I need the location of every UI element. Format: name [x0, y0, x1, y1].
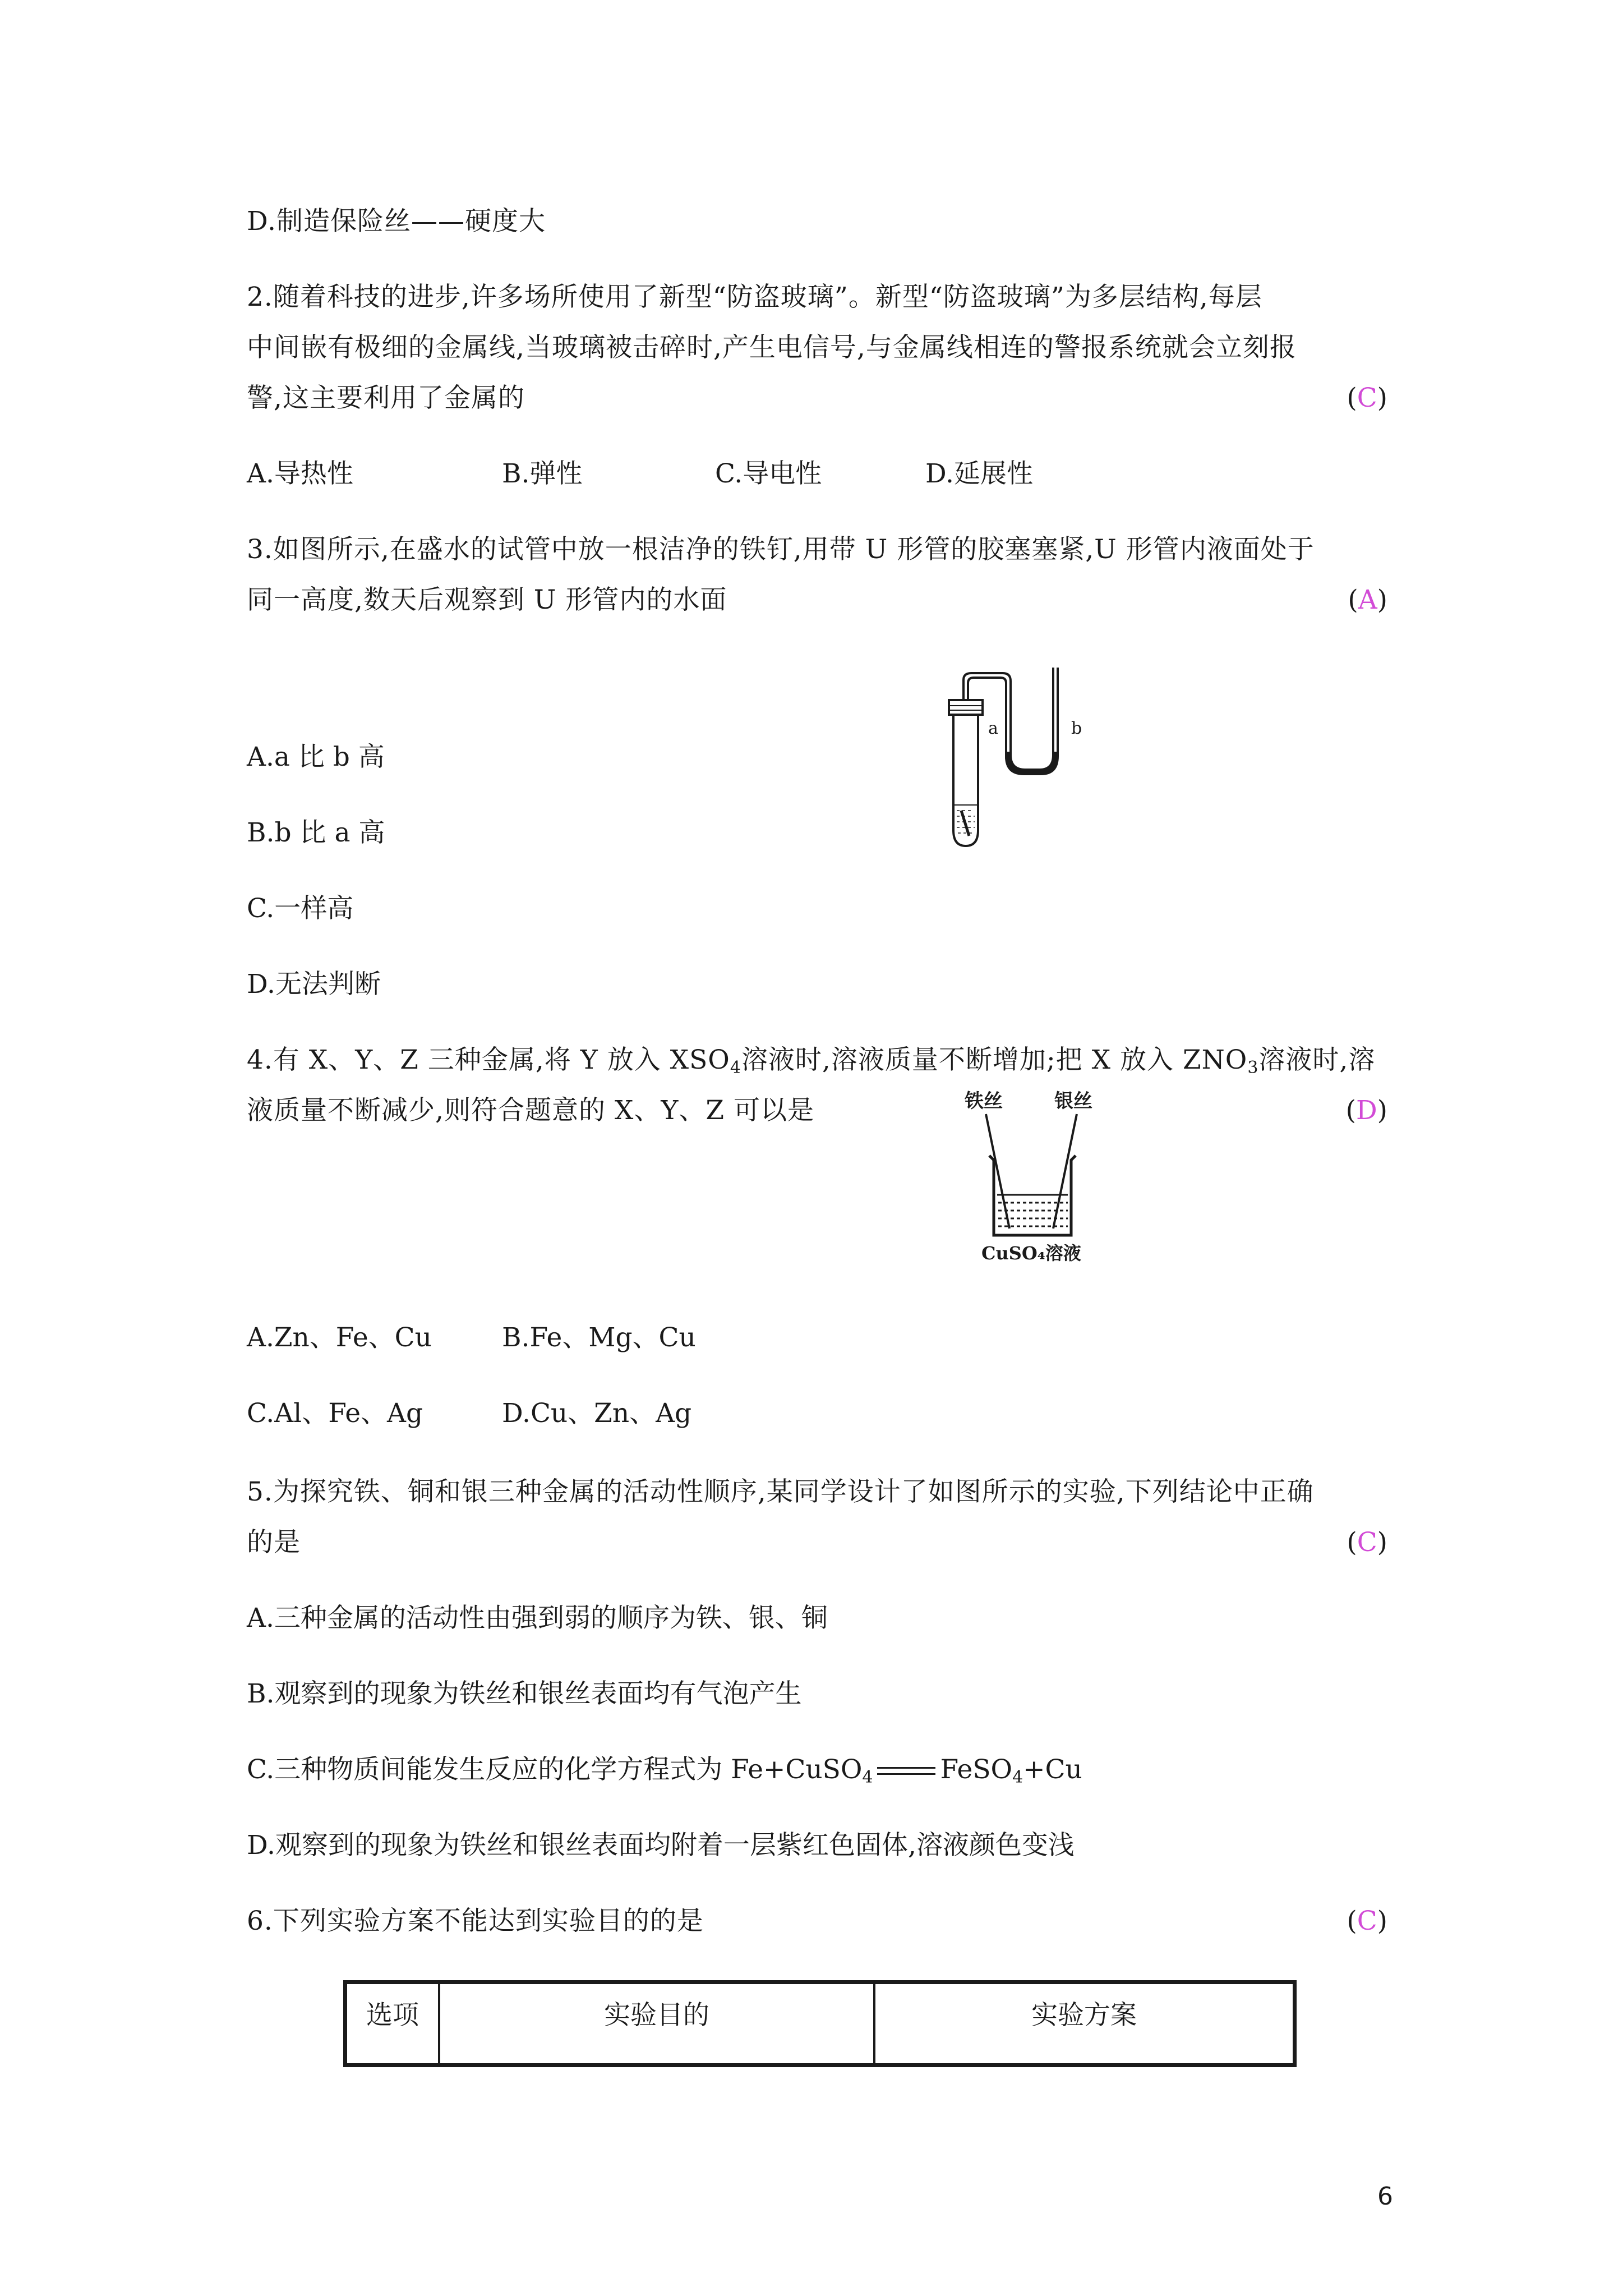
q5-stem-line-2: 的是	[247, 1527, 301, 1558]
q2-stem-line-2: 中间嵌有极细的金属线,当玻璃被击碎时,产生电信号,与金属线相连的警报系统就会立刻报	[247, 332, 1297, 363]
q2-option-b: B.弹性	[502, 458, 583, 489]
q6-answer: (C)	[1347, 1906, 1387, 1936]
q4-solution-label: CuSO₄溶液	[981, 1243, 1081, 1264]
q5-option-a: A.三种金属的活动性由强到弱的顺序为铁、银、铜	[247, 1603, 828, 1634]
q2-stem-line-1: 2.随着科技的进步,许多场所使用了新型“防盗玻璃”。新型“防盗玻璃”为多层结构,每层	[247, 282, 1262, 312]
equals-sign	[873, 1763, 940, 1780]
q4-option-d: D.Cu、Zn、Ag	[502, 1398, 692, 1429]
page-number: 6	[1377, 2182, 1393, 2211]
q2-option-a: A.导热性	[247, 458, 353, 489]
q2-option-d: D.延展性	[925, 458, 1033, 489]
q6-table	[343, 1980, 1297, 2067]
q4-stem-line-1: 4.有 X、Y、Z 三种金属,将 Y 放入 $XSO_4$溶液时,溶液质量不断增加;把 X 放入 $ZNO_3$溶液时,溶	[247, 1045, 1376, 1078]
q3-option-c: C.一样高	[247, 893, 354, 924]
q2-answer: (C)	[1347, 383, 1387, 413]
table-header-row	[345, 1982, 1295, 2065]
q4-silver-wire-label: 银丝	[1054, 1090, 1092, 1112]
q5-answer: (C)	[1347, 1527, 1387, 1558]
q3-label-b: b	[1071, 719, 1082, 738]
q6-stem: 6.下列实验方案不能达到实验目的的是	[247, 1906, 704, 1936]
q5-stem-line-1: 5.为探究铁、铜和银三种金属的活动性顺序,某同学设计了如图所示的实验,下列结论中正确	[247, 1476, 1314, 1507]
table-header-option: 选项	[345, 1982, 440, 2065]
q5-option-d: D.观察到的现象为铁丝和银丝表面均附着一层紫红色固体,溶液颜色变浅	[247, 1830, 1075, 1861]
q1-option-d: D.制造保险丝——硬度大	[247, 206, 546, 237]
q4-iron-wire-label: 铁丝	[965, 1090, 1003, 1112]
q3-label-a: a	[988, 719, 998, 738]
q4-option-c: C.Al、Fe、Ag	[247, 1398, 423, 1429]
q3-answer: (A)	[1348, 585, 1387, 615]
q3-stem-line-2: 同一高度,数天后观察到 U 形管内的水面	[247, 585, 727, 615]
q3-option-a: A.a 比 b 高	[247, 742, 385, 772]
q4-option-b: B.Fe、Mg、Cu	[502, 1322, 696, 1353]
q3-test-tube-u-tube-figure	[937, 668, 1122, 853]
q4-answer: (D)	[1345, 1095, 1387, 1126]
table-header-plan: 实验方案	[874, 1982, 1295, 2065]
q2-option-c: C.导电性	[715, 458, 822, 489]
q5-option-b: B.观察到的现象为铁丝和银丝表面均有气泡产生	[247, 1678, 802, 1709]
table-header-purpose: 实验目的	[439, 1982, 874, 2065]
q3-option-b: B.b 比 a 高	[247, 817, 385, 848]
q3-stem-line-1: 3.如图所示,在盛水的试管中放一根洁净的铁钉,用带 U 形管的胶塞塞紧,U 形管内液面处于	[247, 534, 1315, 565]
q5-option-c: C.三种物质间能发生反应的化学方程式为 Fe+CuSO$_4$ FeSO$_4$+Cu	[247, 1754, 1082, 1787]
q3-option-d: D.无法判断	[247, 969, 381, 1000]
q4-beaker-figure	[965, 1088, 1099, 1273]
q4-stem-line-2: 液质量不断减少,则符合题意的 X、Y、Z 可以是	[247, 1095, 814, 1126]
q4-option-a: A.Zn、Fe、Cu	[247, 1322, 432, 1353]
q2-stem-line-3: 警,这主要利用了金属的	[247, 383, 525, 413]
